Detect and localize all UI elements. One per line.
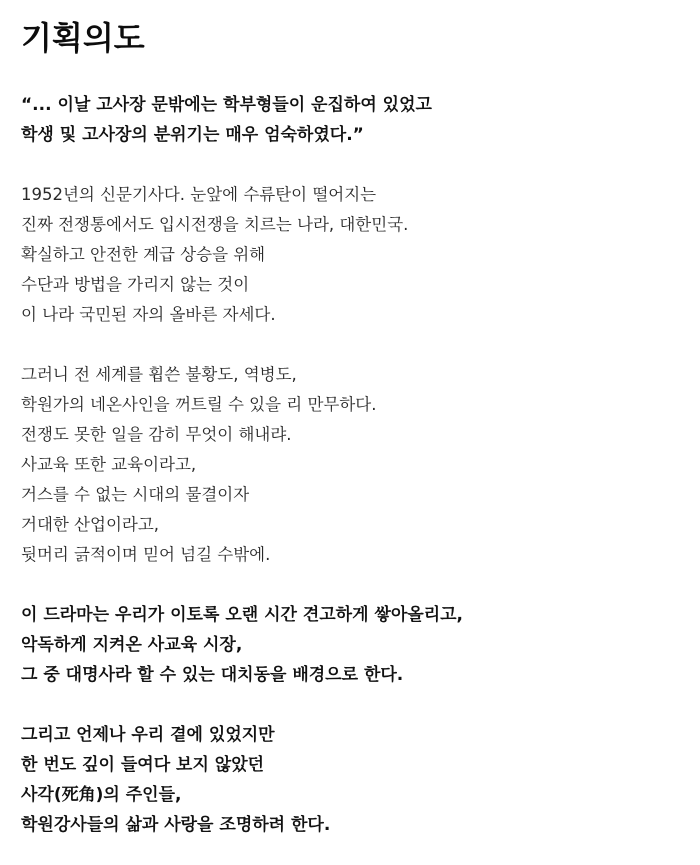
quote-line: 학생 및 고사장의 분위기는 매우 엄숙하였다.”: [21, 125, 364, 145]
quote-block: [21, 90, 681, 150]
paragraph-line: 거대한 산업이라고,: [21, 515, 160, 534]
paragraph-line: 한 번도 깊이 들여다 보지 않았던: [21, 755, 265, 775]
paragraph-line: 확실하고 안전한 계급 상승을 위해: [21, 245, 266, 264]
paragraph-line: 그 중 대명사라 할 수 있는 대치동을 배경으로 한다.: [21, 665, 404, 685]
paragraph-line: 그리고 언제나 우리 곁에 있었지만: [21, 725, 275, 745]
paragraph-4: [21, 720, 681, 840]
quote-line: “... 이날 고사장 문밖에는 학부형들이 운집하여 있었고: [21, 95, 432, 115]
paragraph-line: 악독하게 지켜온 사교육 시장,: [21, 635, 243, 655]
paragraph-line: 사각(死角)의 주인들,: [21, 785, 182, 805]
paragraph-gap: [21, 150, 681, 180]
paragraph-line: 그러니 전 세계를 휩쓴 불황도, 역병도,: [21, 365, 297, 384]
paragraph-line: 전쟁도 못한 일을 감히 무엇이 해내랴.: [21, 425, 292, 444]
paragraph-line: 이 드라마는 우리가 이토록 오랜 시간 견고하게 쌓아올리고,: [21, 605, 464, 625]
page-title: 기획의도: [21, 19, 145, 57]
paragraph-2: [21, 360, 681, 570]
paragraph-line: 거스를 수 없는 시대의 물결이자: [21, 485, 250, 504]
paragraph-3: [21, 600, 681, 690]
paragraph-line: 학원가의 네온사인을 꺼트릴 수 있을 리 만무하다.: [21, 395, 377, 414]
paragraph-line: 학원강사들의 삶과 사랑을 조명하려 한다.: [21, 815, 331, 835]
paragraph-1: [21, 180, 681, 330]
paragraph-line: 이 나라 국민된 자의 올바른 자세다.: [21, 305, 276, 324]
paragraph-gap: [21, 330, 681, 360]
paragraph-line: 1952년의 신문기사다. 눈앞에 수류탄이 떨어지는: [21, 185, 377, 204]
paragraph-line: 사교육 또한 교육이라고,: [21, 455, 197, 474]
paragraph-gap: [21, 690, 681, 720]
document-page: [21, 10, 681, 840]
paragraph-line: 진짜 전쟁통에서도 입시전쟁을 치르는 나라, 대한민국.: [21, 215, 409, 234]
paragraph-line: 뒷머리 긁적이며 믿어 넘길 수밖에.: [21, 545, 271, 564]
paragraph-line: 수단과 방법을 가리지 않는 것이: [21, 275, 250, 294]
paragraph-gap: [21, 570, 681, 600]
